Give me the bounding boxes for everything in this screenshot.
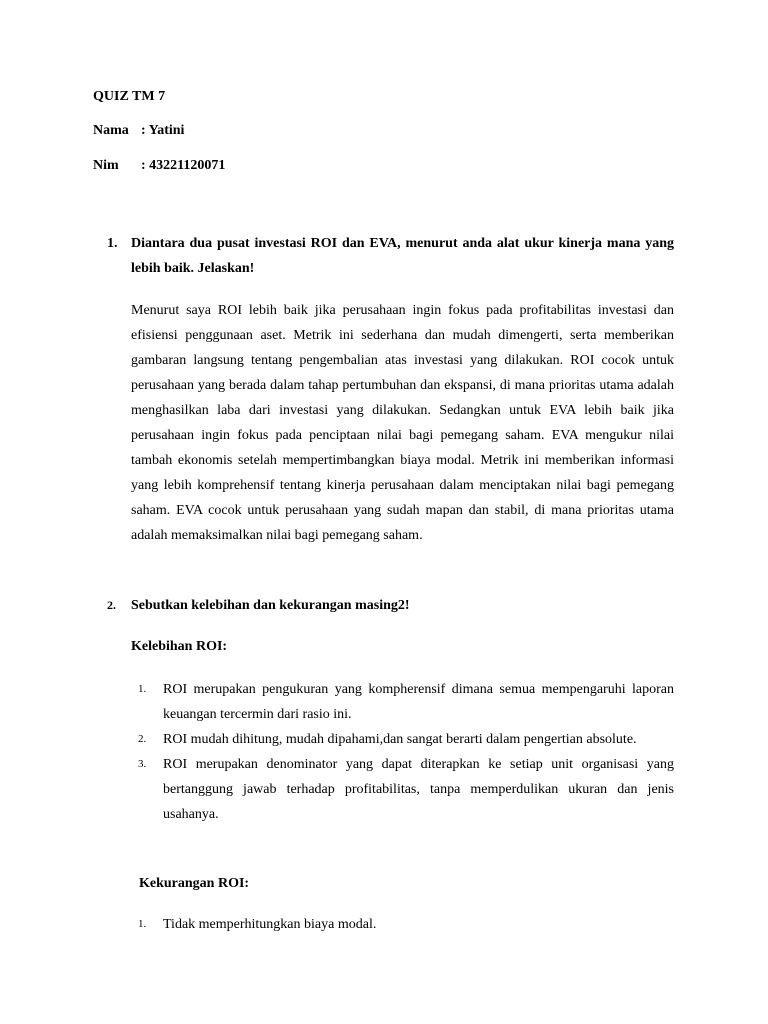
- name-label: Nama: [93, 123, 129, 138]
- nim-label: Nim: [93, 158, 119, 173]
- list-item: [138, 752, 674, 827]
- kelebihan-roi-list: [138, 677, 674, 827]
- list-item-text: ROI mudah dihitung, mudah dipahami,dan sangat berarti dalam pengertian absolute.: [163, 732, 637, 747]
- kekurangan-roi-heading: Kekurangan ROI:: [139, 876, 250, 891]
- question-1-number: 1.: [107, 236, 118, 251]
- name-value: : Yatini: [141, 123, 185, 138]
- question-1-text: Diantara dua pusat investasi ROI dan EVA, menurut anda alat ukur kinerja mana yang lebih baik. Jelaskan!: [131, 236, 674, 276]
- kekurangan-roi-list: [138, 912, 674, 937]
- list-item-text: ROI merupakan pengukuran yang kompherensif dimana semua mempengaruhi laporan keuangan tercermin dari rasio ini.: [163, 682, 674, 722]
- list-item-number: 1.: [138, 683, 147, 695]
- list-item-text: Tidak memperhitungkan biaya modal.: [163, 917, 377, 932]
- list-item-number: 1.: [138, 918, 147, 930]
- list-item-number: 3.: [138, 758, 147, 770]
- quiz-title: QUIZ TM 7: [93, 89, 166, 104]
- kelebihan-roi-heading: Kelebihan ROI:: [131, 639, 228, 654]
- nim-line: [93, 157, 225, 175]
- list-item-text: ROI merupakan denominator yang dapat diterapkan ke setiap unit organisasi yang bertanggung jawab terhadap profitabilitas, tanpa memperdulikan ukuran dan jenis usahanya.: [163, 757, 674, 822]
- question-2-text: Sebutkan kelebihan dan kekurangan masing2!: [131, 598, 410, 613]
- list-item: [138, 727, 674, 752]
- nim-value: : 43221120071: [141, 158, 226, 173]
- question-2-number: 2.: [107, 598, 116, 612]
- name-line: [93, 122, 184, 140]
- list-item: [138, 677, 674, 727]
- question-1-answer: Menurut saya ROI lebih baik jika perusahaan ingin fokus pada profitabilitas investasi dan efisiensi penggunaan aset. Metrik ini sederhana dan mudah dimengerti, serta memberikan gambaran langsung tentang pengembalian atas investasi yang dilakukan. ROI cocok untuk perusahaan yang berada dalam tahap pertumbuhan dan ekspansi, di mana prioritas utama adalah menghasilkan laba dari investasi yang dilakukan. Sedangkan untuk EVA lebih baik jika perusahaan ingin fokus pada penciptaan nilai bagi pemegang saham. EVA mengukur nilai tambah ekonomis setelah mempertimbangkan biaya modal. Metrik ini memberikan informasi yang lebih komprehensif tentang kinerja perusahaan dalam menciptakan nilai bagi pemegang saham. EVA cocok untuk perusahaan yang sudah mapan dan stabil, di mana prioritas utama adalah memaksimalkan nilai bagi pemegang saham.: [131, 303, 674, 543]
- list-item-number: 2.: [138, 733, 147, 745]
- list-item: [138, 912, 674, 937]
